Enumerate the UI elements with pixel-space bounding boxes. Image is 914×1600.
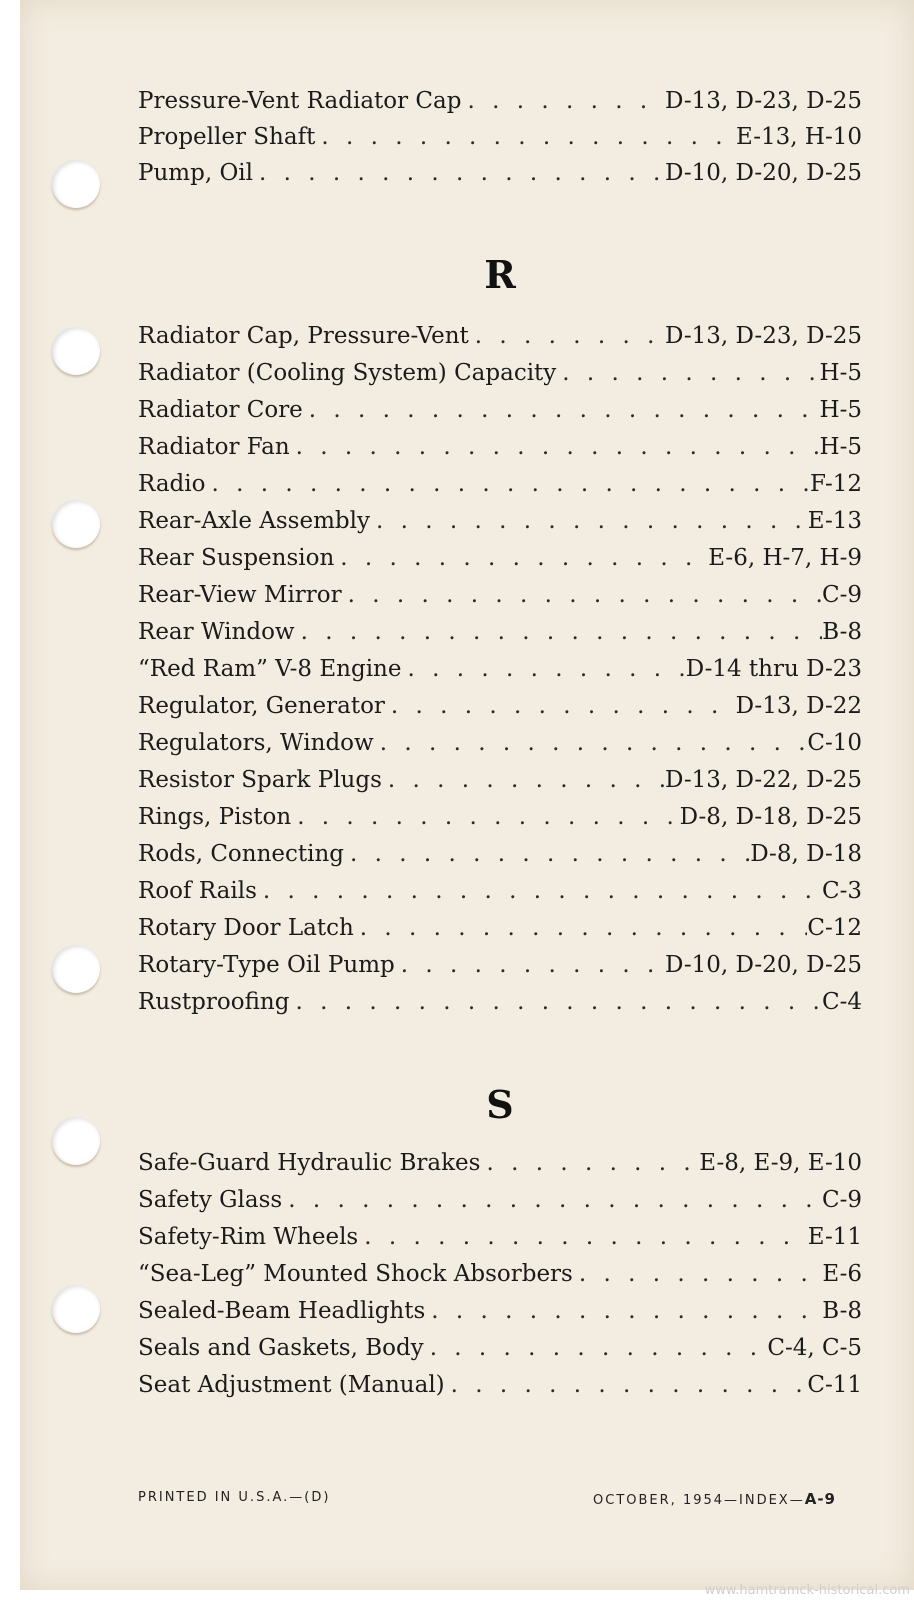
printer-credit: PRINTED IN U.S.A.—(D) xyxy=(138,1490,331,1505)
index-entry xyxy=(138,323,862,355)
leader-dots xyxy=(469,323,665,349)
entry-pages: H-5 xyxy=(819,434,862,460)
index-entry xyxy=(138,693,862,725)
leader-dots xyxy=(556,360,819,386)
binder-hole xyxy=(52,160,100,208)
index-entry xyxy=(138,1372,862,1404)
index-entry xyxy=(138,360,862,392)
index-entry xyxy=(138,989,862,1021)
entry-term: Rear Suspension xyxy=(138,545,335,571)
entry-term: Seat Adjustment (Manual) xyxy=(138,1372,445,1398)
page-number: A-9 xyxy=(804,1490,836,1508)
entry-term: Rotary-Type Oil Pump xyxy=(138,952,395,978)
entry-pages: E-13, H-10 xyxy=(736,124,862,150)
entry-term: “Red Ram” V-8 Engine xyxy=(138,656,402,682)
entry-term: “Sea-Leg” Mounted Shock Absorbers xyxy=(138,1261,573,1287)
leader-dots xyxy=(344,841,750,867)
leader-dots xyxy=(424,1335,768,1361)
entry-term: Rods, Connecting xyxy=(138,841,345,867)
entry-term: Radiator Fan xyxy=(138,434,290,460)
page-footer xyxy=(593,1490,836,1508)
entry-pages: C-4, C-5 xyxy=(767,1335,862,1361)
leader-dots xyxy=(374,730,808,756)
index-entry xyxy=(138,1298,862,1330)
entry-pages: D-10, D-20, D-25 xyxy=(665,952,862,978)
index-entry xyxy=(138,1187,862,1219)
binder-hole xyxy=(52,1117,100,1165)
leader-dots xyxy=(573,1261,823,1287)
entry-pages: E-8, E-9, E-10 xyxy=(699,1150,862,1176)
entry-pages: D-13, D-22, D-25 xyxy=(665,767,862,793)
section-letter: R xyxy=(484,252,516,297)
binder-hole xyxy=(52,945,100,993)
leader-dots xyxy=(295,619,823,645)
leader-dots xyxy=(253,160,665,186)
index-entry xyxy=(138,1150,862,1182)
entry-term: Radiator Cap, Pressure-Vent xyxy=(138,323,469,349)
leader-dots xyxy=(382,767,665,793)
entry-term: Regulators, Window xyxy=(138,730,374,756)
entry-term: Rear Window xyxy=(138,619,295,645)
entry-pages: D-8, D-18, D-25 xyxy=(679,804,862,830)
entry-term: Safety Glass xyxy=(138,1187,283,1213)
entry-term: Rings, Piston xyxy=(138,804,292,830)
leader-dots xyxy=(370,508,808,534)
index-entry xyxy=(138,1335,862,1367)
entry-term: Seals and Gaskets, Body xyxy=(138,1335,424,1361)
entry-pages: C-3 xyxy=(821,878,862,904)
leader-dots xyxy=(289,989,822,1015)
entry-term: Rear-View Mirror xyxy=(138,582,342,608)
index-entry xyxy=(138,160,862,192)
section-letter: S xyxy=(486,1082,514,1127)
leader-dots xyxy=(303,397,820,423)
entry-term: Rotary Door Latch xyxy=(138,915,354,941)
entry-pages: D-13, D-23, D-25 xyxy=(665,323,862,349)
index-entry xyxy=(138,124,862,156)
entry-pages: E-13 xyxy=(807,508,862,534)
footer-date-index: OCTOBER, 1954—INDEX— xyxy=(593,1493,805,1508)
index-entry xyxy=(138,804,862,836)
binder-hole xyxy=(52,327,100,375)
leader-dots xyxy=(205,471,810,497)
entry-term: Radio xyxy=(138,471,206,497)
entry-pages: D-8, D-18 xyxy=(750,841,862,867)
index-entry xyxy=(138,508,862,540)
entry-term: Rear-Axle Assembly xyxy=(138,508,370,534)
index-entry xyxy=(138,434,862,466)
index-entry xyxy=(138,841,862,873)
entry-term: Radiator (Cooling System) Capacity xyxy=(138,360,557,386)
leader-dots xyxy=(358,1224,808,1250)
entry-term: Safe-Guard Hydraulic Brakes xyxy=(138,1150,481,1176)
entry-term: Safety-Rim Wheels xyxy=(138,1224,359,1250)
entry-pages: C-12 xyxy=(807,915,862,941)
entry-pages: C-11 xyxy=(807,1372,862,1398)
leader-dots xyxy=(445,1372,808,1398)
index-entry xyxy=(138,656,862,688)
leader-dots xyxy=(290,434,820,460)
binder-hole xyxy=(52,500,100,548)
binder-hole xyxy=(52,1285,100,1333)
entry-term: Radiator Core xyxy=(138,397,303,423)
entry-pages: F-12 xyxy=(810,471,862,497)
entry-pages: D-13, D-22 xyxy=(735,693,862,719)
index-entry xyxy=(138,878,862,910)
entry-pages: C-10 xyxy=(807,730,862,756)
entry-pages: E-6, H-7, H-9 xyxy=(708,545,862,571)
index-entry xyxy=(138,915,862,947)
entry-pages: E-6 xyxy=(822,1261,862,1287)
entry-term: Regulator, Generator xyxy=(138,693,385,719)
leader-dots xyxy=(334,545,708,571)
entry-term: Pressure-Vent Radiator Cap xyxy=(138,88,462,114)
entry-term: Sealed-Beam Headlights xyxy=(138,1298,426,1324)
index-entry xyxy=(138,397,862,429)
leader-dots xyxy=(425,1298,822,1324)
entry-term: Pump, Oil xyxy=(138,160,254,186)
leader-dots xyxy=(385,693,736,719)
index-entry xyxy=(138,1224,862,1256)
entry-pages: D-13, D-23, D-25 xyxy=(665,88,862,114)
entry-term: Propeller Shaft xyxy=(138,124,316,150)
entry-pages: D-10, D-20, D-25 xyxy=(665,160,862,186)
entry-term: Rustproofing xyxy=(138,989,290,1015)
entry-term: Roof Rails xyxy=(138,878,257,904)
leader-dots xyxy=(257,878,822,904)
watermark: www.hamtramck-historical.com xyxy=(704,1583,910,1598)
leader-dots xyxy=(291,804,679,830)
leader-dots xyxy=(282,1187,822,1213)
entry-pages: B-8 xyxy=(822,619,862,645)
index-entry xyxy=(138,1261,862,1293)
index-page xyxy=(20,0,914,1590)
index-entry xyxy=(138,619,862,651)
index-entry xyxy=(138,471,862,503)
leader-dots xyxy=(395,952,665,978)
entry-pages: C-4 xyxy=(821,989,862,1015)
entry-pages: C-9 xyxy=(821,582,862,608)
index-entry xyxy=(138,952,862,984)
leader-dots xyxy=(342,582,822,608)
leader-dots xyxy=(354,915,808,941)
entry-pages: C-9 xyxy=(821,1187,862,1213)
index-entry xyxy=(138,730,862,762)
entry-pages: H-5 xyxy=(819,360,862,386)
leader-dots xyxy=(315,124,736,150)
leader-dots xyxy=(461,88,665,114)
index-entry xyxy=(138,582,862,614)
entry-term: Resistor Spark Plugs xyxy=(138,767,382,793)
entry-pages: B-8 xyxy=(822,1298,862,1324)
entry-pages: E-11 xyxy=(807,1224,862,1250)
leader-dots xyxy=(401,656,685,682)
index-entry xyxy=(138,767,862,799)
index-entry xyxy=(138,545,862,577)
entry-pages: H-5 xyxy=(819,397,862,423)
index-entry xyxy=(138,88,862,120)
entry-pages: D-14 thru D-23 xyxy=(685,656,862,682)
leader-dots xyxy=(480,1150,699,1176)
